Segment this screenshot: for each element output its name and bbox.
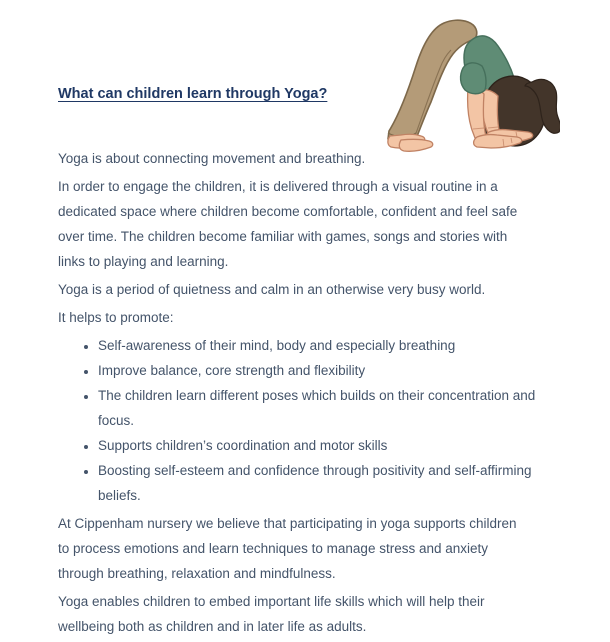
paragraph-nursery: At Cippenham nursery we believe that participating in yoga supports children to process emotions and learn techniques to manage stress and anxiety through breathing, relaxation and mindfulness. [58, 516, 517, 581]
page-title: What can children learn through Yoga? [58, 86, 328, 102]
paragraph-delivery: In order to engage the children, it is delivered through a visual routine in a dedicated space where children become comfortable, confident and feel safe over time. The children become familiar with games, songs and stories with links to playing and learning. [58, 179, 518, 269]
paragraph-intro: Yoga is about connecting movement and breathing. [58, 151, 366, 166]
list-item-self-awareness: • Self-awareness of their mind, body and especially breathing [98, 333, 540, 358]
benefits-list [58, 333, 540, 508]
paragraph-promote-lead-in: It helps to promote: [58, 310, 174, 325]
list-item-balance: • Improve balance, core strength and flexibility [98, 358, 540, 383]
list-item-coordination: • Supports children’s coordination and motor skills [98, 433, 540, 458]
list-item-self-esteem: • Boosting self-esteem and confidence through positivity and self-affirming beliefs. [98, 458, 540, 508]
paragraph-quietness: Yoga is a period of quietness and calm in an otherwise very busy world. [58, 282, 486, 297]
paragraph-life-skills: Yoga enables children to embed important life skills which will help their wellbeing both as children and in later life as adults. [58, 594, 485, 634]
document-body [58, 84, 540, 642]
list-item-poses: • The children learn different poses which builds on their concentration and focus. [98, 383, 540, 433]
